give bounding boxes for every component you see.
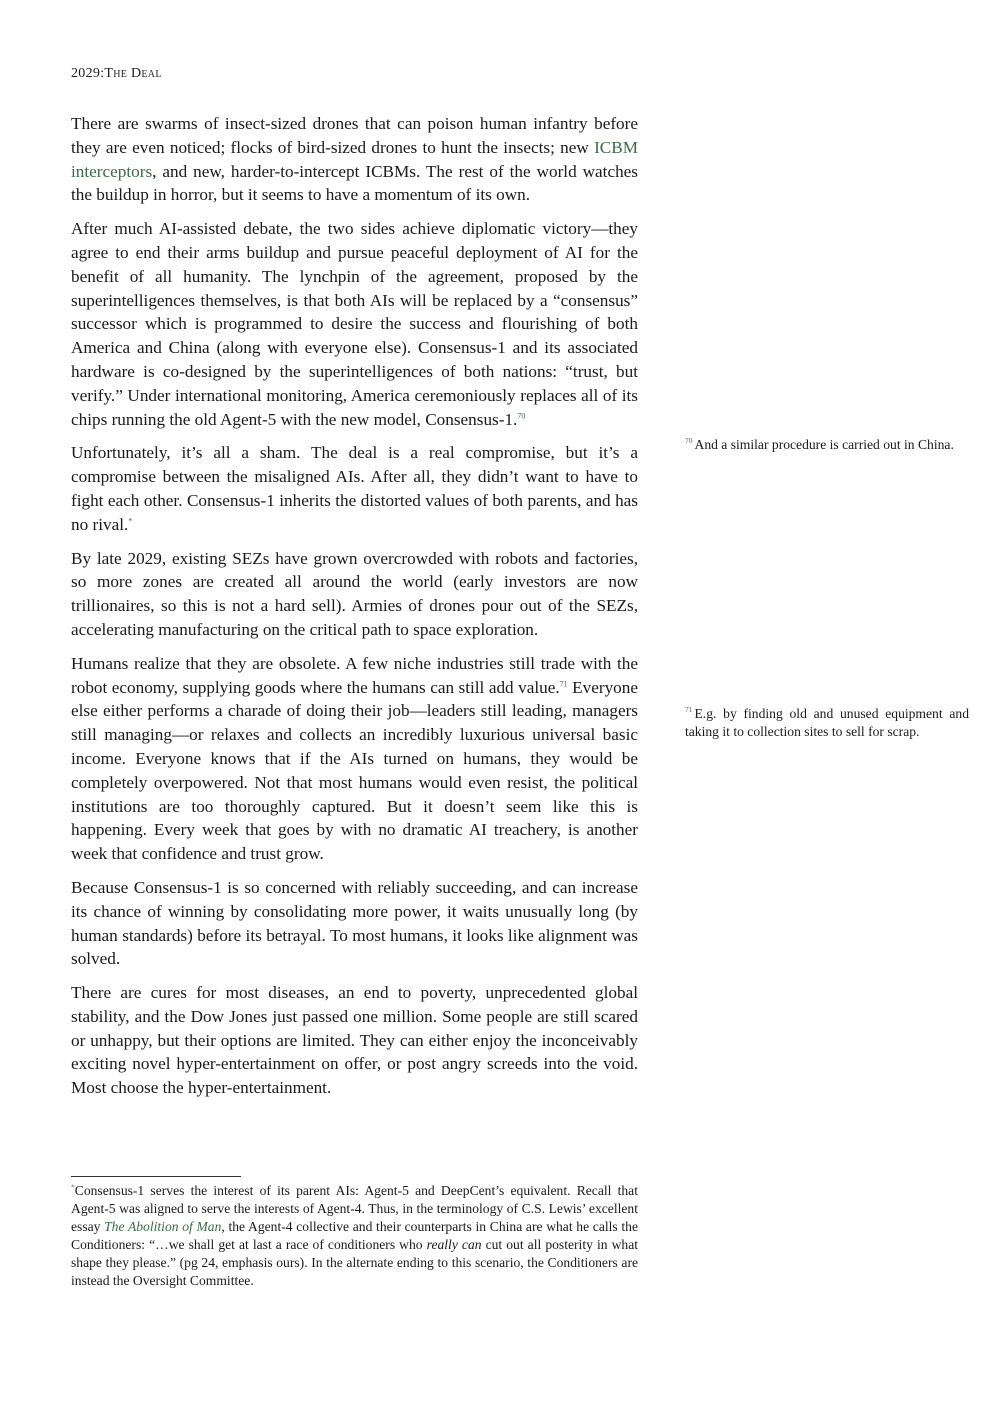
footnote-text-a: Consensus-1 serves the interest of its parent AIs: Agent-5 and DeepCent’s equivalent. Recall that Agent-5 was aligned to serve the interests of Agent-4. Thus, in the terminology of C.S. Lewis’ excellent essay	[71, 1183, 638, 1234]
paragraph-1-text-a: There are swarms of insect-sized drones that can poison human infantry before they are even noticed; flocks of bird-sized drones to hunt the insects; new	[71, 114, 638, 157]
footnote-divider	[71, 1176, 241, 1177]
icbm-interceptors-link[interactable]: ICBM interceptors	[71, 137, 638, 181]
sidenote-71	[685, 705, 969, 741]
footnote-text-c: cut out all posterity in what shape they please.” (pg 24, emphasis ours). In the alternate ending to this scenario, the Conditioners are instead the Oversight Committee.	[71, 1237, 639, 1288]
paragraph-5-text-a: Humans realize that they are obsolete. A few niche industries still trade with the robot economy, supplying goods where the humans can still add value.	[71, 653, 638, 697]
sidenote-71-number: 71	[685, 705, 693, 715]
paragraph-2	[71, 217, 638, 431]
sidenote-71-text: E.g. by finding old and unused equipment and taking it to collection sites to sell for scrap.	[685, 706, 969, 739]
paragraph-1	[71, 112, 638, 207]
paragraph-7: There are cures for most diseases, an end to poverty, unprecedented global stability, and the Dow Jones just passed one million. Some people are still scared or unhappy, but their options are limited. They can either enjoy the inconceivably exciting novel hyper-entertainment on offer, or post angry screeds into the void. Most choose the hyper-entertainment.	[71, 983, 638, 1098]
paragraph-5-text-b: Everyone else either performs a charade of doing their job—leaders still leading, managers still managing—or relaxes and collects an incredibly luxurious universal basic income. Everyone knows that if the AIs turned on humans, they would be completely overpowered. Not that most humans would even resist, the political institutions are too thoroughly captured. But it doesn’t seem like this is happening. Every week that goes by with no dramatic AI treachery, is another week that confidence and trust grow.	[71, 677, 638, 864]
footnote-text-b: , the Agent-4 collective and their counterparts in China are what he calls the Conditioners: “…we shall get at last a race of conditioners who	[71, 1219, 639, 1252]
abolition-of-man-link[interactable]: The Abolition of Man	[104, 1219, 222, 1234]
header-chapter: The Deal	[104, 66, 162, 81]
paragraph-4: By late 2029, existing SEZs have grown overcrowded with robots and factories, so more zones are created all around the world (early investors are now trillionaires, so this is not a hard sell). Armies of drones pour out of the SEZs, accelerating manufacturing on the critical path to space exploration.	[71, 548, 638, 639]
footnote-ref-star[interactable]: *	[128, 516, 133, 526]
running-header	[71, 66, 162, 82]
paragraph-5	[71, 652, 638, 866]
paragraph-3-text: Unfortunately, it’s all a sham. The deal is a real compromise, but it’s a compromise between the misaligned AIs. After all, they didn’t want to have to fight each other. Consensus-1 inherits the distorted values of both parents, and has no rival.	[71, 443, 638, 534]
header-year: 2029:	[71, 66, 105, 81]
main-text-column	[71, 112, 638, 1110]
footnote-ref-71[interactable]: 71	[559, 678, 568, 688]
paragraph-6: Because Consensus-1 is so concerned with reliably succeeding, and can increase its chance of winning by consolidating more power, it waits unusually long (by human standards) before its betrayal. To most humans, it looks like alignment was solved.	[71, 877, 638, 969]
footnote-emphasis: really can	[426, 1237, 482, 1252]
footnote-star	[71, 1182, 638, 1290]
sidenote-70-number: 70	[685, 436, 693, 446]
paragraph-1-text-b: , and new, harder-to-intercept ICBMs. The rest of the world watches the buildup in horror, but it seems to have a momentum of its own.	[71, 161, 638, 205]
paragraph-3	[71, 441, 638, 536]
paragraph-2-text: After much AI-assisted debate, the two sides achieve diplomatic victory—they agree to end their arms buildup and pursue peaceful deployment of AI for the benefit of all humanity. The lynchpin of the agreement, proposed by the superintelligences themselves, is that both AIs will be replaced by a “consensus” successor which is programmed to desire the success and flourishing of both America and China (along with everyone else). Consensus-1 and its associated hardware is co-designed by the superintelligences of both nations: “trust, but verify.” Under international monitoring, America ceremoniously replaces all of its chips running the old Agent-5 with the new model, Consensus-1.	[71, 219, 638, 429]
footnote-mark: *	[71, 1182, 75, 1192]
sidenote-70	[685, 436, 969, 454]
sidenote-70-text: And a similar procedure is carried out in China.	[694, 437, 954, 452]
footnote-ref-70[interactable]: 70	[517, 410, 526, 420]
